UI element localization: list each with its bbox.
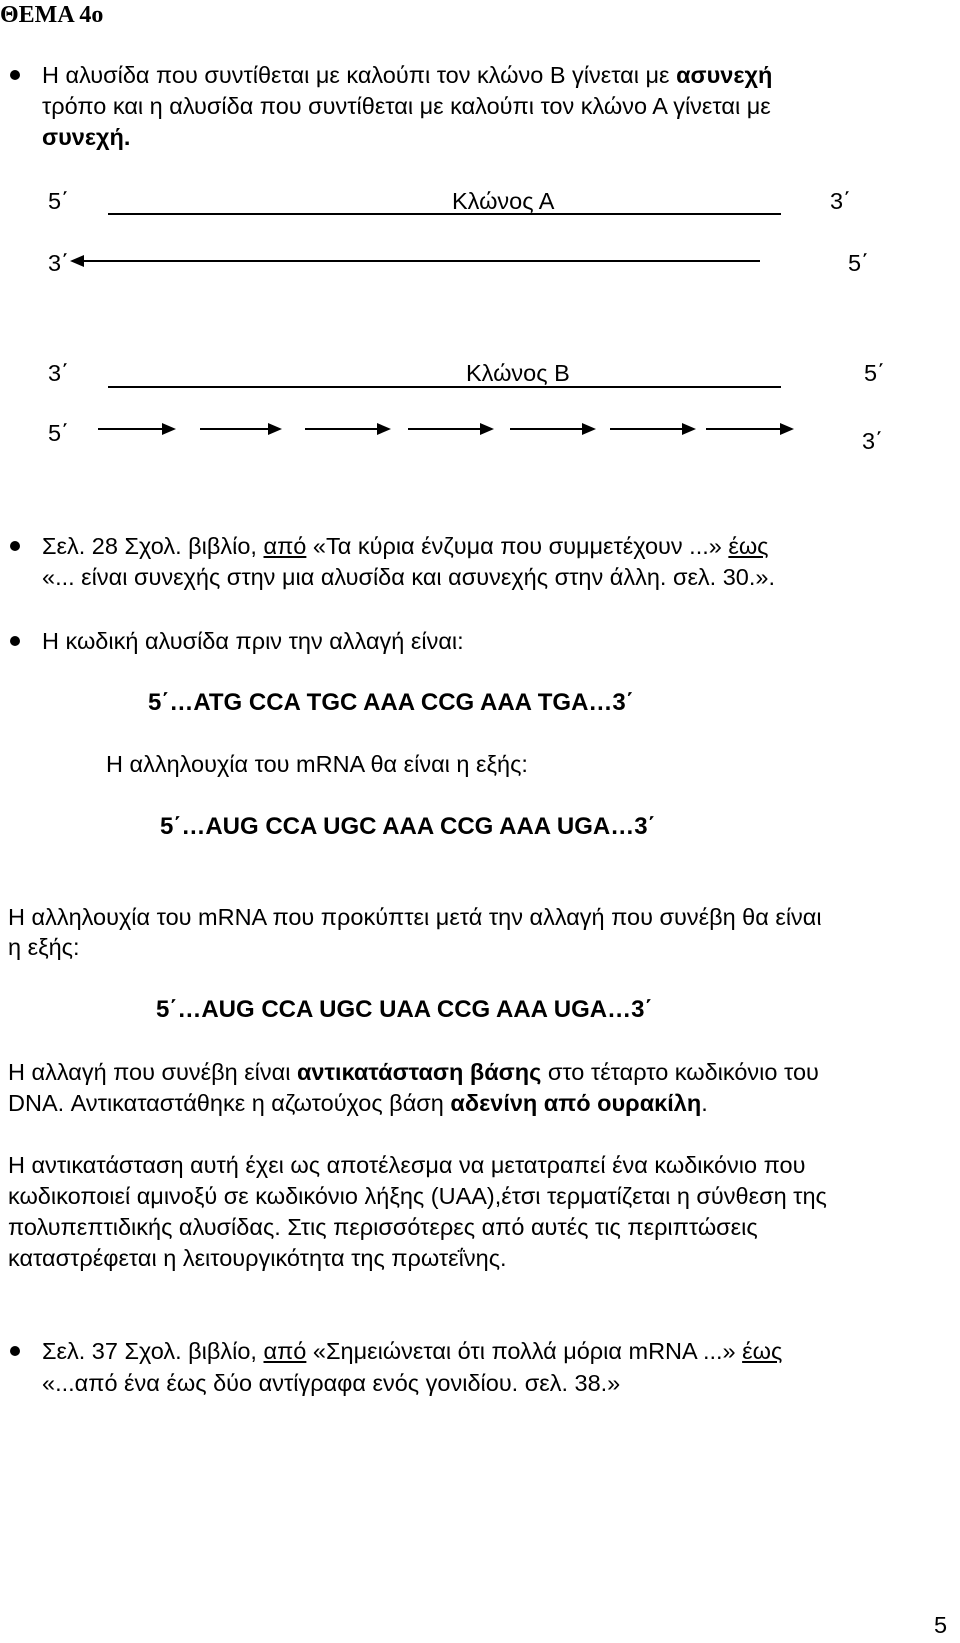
item4-underlined-to: έως [742, 1338, 783, 1364]
item1-line2: τρόπο και η αλυσίδα που συντίθεται με καλούπι τον κλώνο Α γίνεται με [42, 93, 771, 119]
para2-text: DNA. Αντικαταστάθηκε η αζωτούχος βάση [8, 1090, 451, 1116]
arrow-right-icon [377, 423, 391, 435]
page-number: 5 [934, 1612, 948, 1638]
bullet-icon [10, 636, 20, 646]
para2-bold-substitution: αντικατάσταση βάσης [296, 1059, 542, 1085]
para3-line3: πολυπεπτιδικής αλυσίδας. Στις περισσότερες από αυτές τις περιπτώσεις [8, 1214, 758, 1240]
para2-bold-adenine-uracil: αδενίνη από ουρακίλη [450, 1090, 702, 1116]
para3-line4: καταστρέφεται η λειτουργικότητα της πρωτεΐνης. [8, 1245, 507, 1271]
item1-text: Η αλυσίδα που συντίθεται με καλούπι τον κλώνο Β γίνεται με [42, 62, 677, 88]
arrow-right-icon [162, 423, 176, 435]
item1-line3: συνεχή. [42, 124, 131, 150]
strandA-new-5prime-label: 5΄ [848, 250, 869, 276]
strandA-new-3prime-label: 3΄ [48, 250, 69, 276]
arrow-right-icon [582, 423, 596, 435]
coding-strand-sequence: 5΄…ATG CCA TGC AAA CCG AAA TGA…3΄ [148, 689, 634, 716]
strandB-label: Κλώνος Β [466, 360, 570, 386]
item2-underlined-to: έως [728, 533, 769, 559]
para2-line2 [8, 1088, 708, 1118]
strandA-line [108, 213, 781, 215]
item2-line2: «... είναι συνεχής στην μια αλυσίδα και ασυνεχής στην άλλη. σελ. 30.». [42, 564, 775, 590]
arrow-right-icon [780, 423, 794, 435]
strandB-3prime-label: 3΄ [48, 360, 69, 386]
strandA-new-line [82, 260, 760, 262]
arrow-right-icon [682, 423, 696, 435]
para3-line2: κωδικοποιεί αμινοξύ σε κωδικόνιο λήξης (UAA),έτσι τερματίζεται η σύνθεση της [8, 1183, 827, 1209]
item4-text: Σελ. 37 Σχολ. βιβλίο, [42, 1338, 264, 1364]
strandA-3prime-label: 3΄ [830, 188, 851, 214]
para2-line1 [8, 1057, 819, 1087]
para2-text: Η αλλαγή που συνέβη είναι [8, 1059, 297, 1085]
mutated-mrna-sequence: 5΄…AUG CCA UGC UAA CCG AAA UGA…3΄ [156, 996, 653, 1023]
strandB-5prime-label: 5΄ [864, 360, 885, 386]
item2-line1 [42, 531, 769, 561]
strandA-label: Κλώνος Α [452, 188, 555, 214]
para1-line2: η εξής: [8, 934, 80, 960]
item2-underlined-from: από [263, 533, 307, 559]
okazaki-fragment-line [706, 428, 784, 430]
mrna-sequence: 5΄…AUG CCA UGC AAA CCG AAA UGA…3΄ [160, 813, 656, 840]
bullet-icon [10, 70, 20, 80]
item4-line2: «...από ένα έως δύο αντίγραφα ενός γονιδίου. σελ. 38.» [42, 1370, 621, 1396]
item1-bold-discontinuous: ασυνεχή [676, 62, 773, 88]
strandB-line [108, 386, 781, 388]
okazaki-fragment-line [305, 428, 381, 430]
section-heading: ΘΕΜΑ 4ο [0, 2, 104, 28]
okazaki-fragment-line [98, 428, 166, 430]
bullet-icon [10, 541, 20, 551]
para2-text: στο τέταρτο κωδικόνιο του [541, 1059, 819, 1085]
para2-text: . [701, 1090, 708, 1116]
bullet-icon [10, 1346, 20, 1356]
para3-line1: Η αντικατάσταση αυτή έχει ως αποτέλεσμα να μετατραπεί ένα κωδικόνιο που [8, 1152, 806, 1178]
arrow-right-icon [268, 423, 282, 435]
item2-text: Σελ. 28 Σχολ. βιβλίο, [42, 533, 264, 559]
okazaki-fragment-line [610, 428, 686, 430]
item4-underlined-from: από [263, 1338, 307, 1364]
mrna-intro: Η αλληλουχία του mRNA θα είναι η εξής: [106, 751, 528, 777]
strandA-5prime-label: 5΄ [48, 188, 69, 214]
okazaki-fragment-line [510, 428, 586, 430]
arrow-right-icon [480, 423, 494, 435]
item4-line1 [42, 1336, 782, 1366]
item3-line1: Η κωδική αλυσίδα πριν την αλλαγή είναι: [42, 628, 464, 654]
item1-line1 [42, 60, 772, 90]
item4-quote: «Σημειώνεται ότι πολλά μόρια mRNA ...» [306, 1338, 743, 1364]
strandB-new-5prime-label: 5΄ [48, 420, 69, 446]
okazaki-fragment-line [408, 428, 484, 430]
item2-quote: «Τα κύρια ένζυμα που συμμετέχουν ...» [306, 533, 729, 559]
strandB-new-3prime-label: 3΄ [862, 428, 883, 454]
para1-line1: Η αλληλουχία του mRNA που προκύπτει μετά την αλλαγή που συνέβη θα είναι [8, 904, 822, 930]
okazaki-fragment-line [200, 428, 272, 430]
